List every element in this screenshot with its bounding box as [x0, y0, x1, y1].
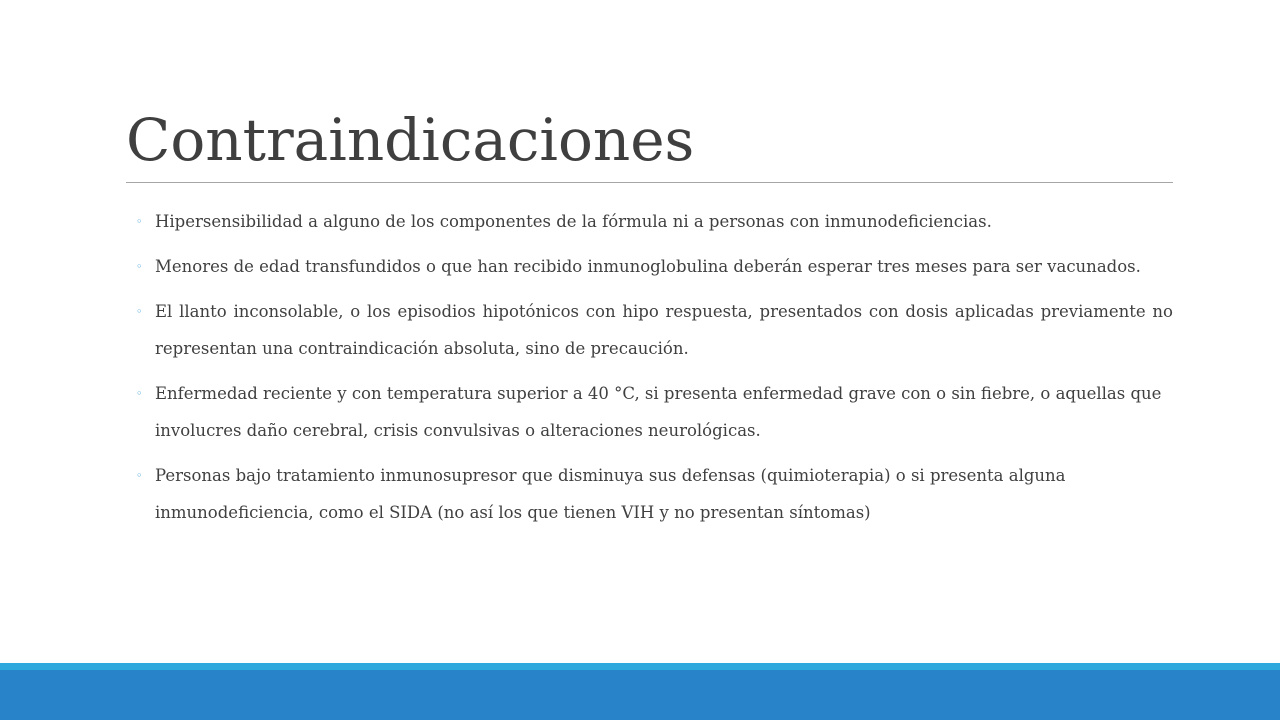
slide-title: Contraindicaciones: [126, 106, 695, 174]
bullet-item: [136, 203, 1173, 240]
bullet-text: Hipersensibilidad a alguno de los componentes de la fórmula ni a personas con inmunodeficiencias.: [155, 212, 992, 231]
footer-band-accent: [0, 663, 1280, 670]
bullet-marker-icon: ◦: [136, 387, 143, 400]
bullet-marker-icon: ◦: [136, 215, 143, 228]
bullet-item: [136, 375, 1173, 449]
bullet-marker-icon: ◦: [136, 260, 143, 273]
bullet-text: Enfermedad reciente y con temperatura superior a 40 °C, si presenta enfermedad grave con o sin fiebre, o aquellas que involucres daño cerebral, crisis convulsivas o alteraciones neurológicas.: [155, 384, 1162, 440]
bullet-item: [136, 457, 1173, 531]
bullet-list: [136, 203, 1173, 539]
bullet-item: [136, 248, 1173, 285]
bullet-text: El llanto inconsolable, o los episodios hipotónicos con hipo respuesta, presentados con dosis aplicadas previamente no representan una contraindicación absoluta, sino de precaución.: [155, 302, 1173, 358]
footer-band: [0, 670, 1280, 720]
bullet-text: Personas bajo tratamiento inmunosupresor que disminuya sus defensas (quimioterapia) o si presenta alguna inmunodeficiencia, como el SIDA (no así los que tienen VIH y no presentan síntomas): [155, 466, 1066, 522]
bullet-text: Menores de edad transfundidos o que han recibido inmunoglobulina deberán esperar tres meses para ser vacunados.: [155, 257, 1141, 276]
title-divider: [126, 182, 1173, 183]
bullet-item: [136, 293, 1173, 367]
bullet-marker-icon: ◦: [136, 469, 143, 482]
bullet-marker-icon: ◦: [136, 305, 143, 318]
